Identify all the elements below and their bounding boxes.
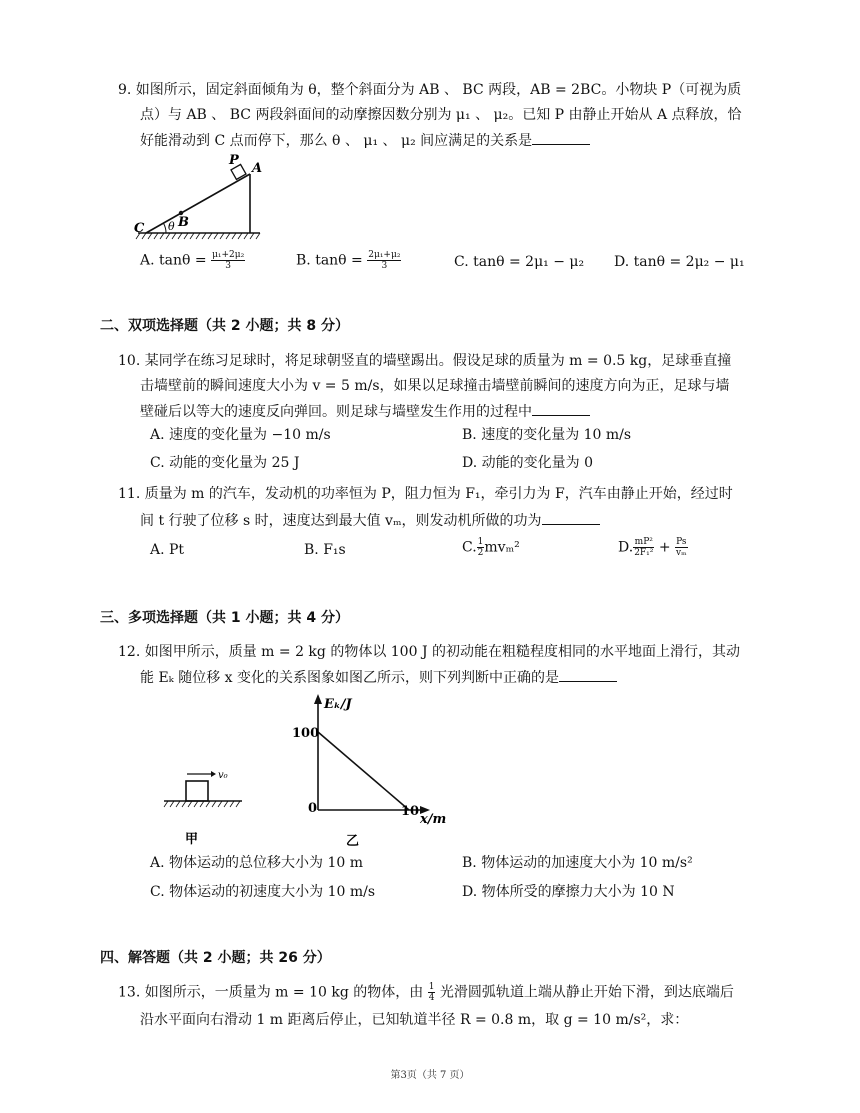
q11-option-d-den2: vₘ bbox=[676, 548, 687, 558]
y-tick-100: 100 bbox=[292, 726, 320, 741]
q9-answer-blank bbox=[532, 130, 590, 145]
q11-line-2-text: 间 t 行驶了位移 s 时，速度达到最大值 vₘ，则发动机所做的功为 bbox=[140, 513, 542, 529]
q9-option-b-den: 3 bbox=[381, 261, 388, 271]
x-axis-label: x/m bbox=[420, 812, 447, 827]
q9-option-c[interactable]: C. tanθ = 2μ₁ − μ₂ bbox=[454, 254, 585, 270]
q9-option-a-den: 3 bbox=[225, 261, 232, 271]
q11-option-c-num: 1 bbox=[477, 537, 484, 547]
label-b: B bbox=[178, 215, 189, 230]
q11-answer-blank bbox=[542, 510, 600, 525]
q10-option-a[interactable]: A. 速度的变化量为 −10 m/s bbox=[150, 427, 331, 443]
label-a: A bbox=[252, 161, 263, 176]
q12-option-c[interactable]: C. 物体运动的初速度大小为 10 m/s bbox=[150, 884, 376, 900]
q9-line-3-text: 好能滑动到 C 点而停下，那么 θ 、 μ₁ 、 μ₂ 间应满足的关系是 bbox=[140, 133, 533, 149]
q9-option-a[interactable] bbox=[140, 250, 245, 271]
q9-option-a-prefix: A. tanθ = bbox=[140, 252, 207, 269]
q9-line-1: 9. 如图所示，固定斜面倾角为 θ，整个斜面分为 AB 、 BC 两段，AB = 2BC。小物块 P（可视为质 bbox=[118, 82, 742, 98]
q11-option-d-prefix: D. bbox=[618, 539, 634, 556]
q12-option-b[interactable]: B. 物体运动的加速度大小为 10 m/s² bbox=[462, 855, 693, 871]
q11-option-c-tail: mvₘ² bbox=[484, 539, 520, 556]
q11-option-d-plus: + bbox=[658, 539, 671, 556]
q12-line-1: 12. 如图甲所示，质量 m = 2 kg 的物体以 100 J 的初动能在粗糙程度相同的水平地面上滑行，其动 bbox=[118, 644, 741, 660]
label-theta: θ bbox=[168, 220, 175, 233]
q10-option-b[interactable]: B. 速度的变化量为 10 m/s bbox=[462, 427, 632, 443]
q10-line-3-text: 壁碰后以等大的速度反向弹回。则足球与墙壁发生作用的过程中 bbox=[140, 404, 532, 420]
q12-line-2 bbox=[140, 667, 617, 688]
q11-line-2 bbox=[140, 510, 600, 531]
q11-option-c[interactable] bbox=[462, 537, 520, 558]
q11-option-d-num1: mP² bbox=[634, 537, 653, 547]
q13-fraction bbox=[428, 982, 436, 1003]
q12-option-a[interactable]: A. 物体运动的总位移大小为 10 m bbox=[150, 855, 364, 871]
q13-line-1-a: 13. 如图所示，一质量为 m = 10 kg 的物体，由 bbox=[118, 984, 424, 1001]
y-axis-label: Eₖ/J bbox=[324, 697, 352, 712]
q11-option-d-den1: 2F₁² bbox=[634, 548, 654, 558]
label-p: P bbox=[229, 153, 239, 168]
q13-frac-den: 4 bbox=[428, 993, 435, 1003]
q10-line-3 bbox=[140, 401, 590, 422]
q11-option-c-den: 2 bbox=[477, 548, 484, 558]
q10-answer-blank bbox=[532, 401, 590, 416]
q9-line-3 bbox=[140, 130, 590, 151]
q11-option-b[interactable]: B. F₁s bbox=[304, 542, 346, 558]
q9-option-a-num: μ₁+2μ₂ bbox=[212, 250, 245, 260]
q13-line-2: 沿水平面向右滑动 1 m 距离后停止，已知轨道半径 R = 0.8 m，取 g = 10 m/s²，求： bbox=[140, 1012, 689, 1028]
q11-option-d[interactable] bbox=[618, 537, 688, 558]
q11-line-1: 11. 质量为 m 的汽车，发动机的功率恒为 P，阻力恒为 F₁，牵引力为 F，汽车由静止开始，经过时 bbox=[118, 486, 733, 502]
section-3-heading: 三、多项选择题（共 1 小题；共 4 分） bbox=[100, 610, 349, 626]
q9-option-b-num: 2μ₁+μ₂ bbox=[368, 250, 401, 260]
x-tick-10: 10 bbox=[401, 804, 420, 819]
incline-figure bbox=[128, 150, 268, 245]
series-line bbox=[318, 732, 409, 810]
q11-option-a[interactable]: A. Pt bbox=[150, 542, 185, 558]
ek-x-chart bbox=[280, 690, 460, 850]
y-axis-arrow bbox=[314, 694, 322, 704]
fig-yi-label: 乙 bbox=[346, 834, 360, 849]
figure-jia bbox=[158, 760, 248, 850]
q10-line-2: 击墙壁前的瞬间速度大小为 v = 5 m/s，如果以足球撞击墙壁前瞬间的速度方向为正，足球与墙 bbox=[140, 378, 730, 394]
fig-jia-label: 甲 bbox=[185, 832, 199, 847]
q9-option-b[interactable] bbox=[296, 250, 401, 271]
q9-option-b-fraction bbox=[367, 250, 401, 271]
origin-label: 0 bbox=[308, 801, 318, 816]
page-footer: 第3页（共 7 页） bbox=[390, 1070, 470, 1081]
q9-option-d[interactable]: D. tanθ = 2μ₂ − μ₁ bbox=[614, 254, 745, 270]
q10-option-d[interactable]: D. 动能的变化量为 0 bbox=[462, 455, 593, 471]
q13-line-1-b: 光滑圆弧轨道上端从静止开始下滑，到达底端后 bbox=[439, 984, 734, 1001]
section-2-heading: 二、双项选择题（共 2 小题；共 8 分） bbox=[100, 318, 349, 334]
section-4-heading: 四、解答题（共 2 小题；共 26 分） bbox=[100, 950, 331, 966]
q12-line-2-text: 能 Eₖ 随位移 x 变化的关系图象如图乙所示，则下列判断中正确的是 bbox=[140, 670, 560, 686]
q9-option-a-fraction bbox=[211, 250, 245, 271]
q9-option-b-prefix: B. tanθ = bbox=[296, 252, 363, 269]
q11-option-d-fraction-2 bbox=[675, 537, 688, 558]
q13-line-1 bbox=[118, 982, 734, 1003]
v0-label: v₀ bbox=[218, 770, 228, 781]
q9-line-2: 点）与 AB 、 BC 两段斜面间的动摩擦因数分别为 μ₁ 、 μ₂。已知 P 由静止开始从 A 点释放，恰 bbox=[140, 107, 742, 123]
q11-option-c-prefix: C. bbox=[462, 539, 477, 556]
q12-option-d[interactable]: D. 物体所受的摩擦力大小为 10 N bbox=[462, 884, 675, 900]
q10-line-1: 10. 某同学在练习足球时，将足球朝竖直的墙壁踢出。假设足球的质量为 m = 0.5 kg，足球垂直撞 bbox=[118, 353, 732, 369]
q11-option-d-fraction-1 bbox=[633, 537, 654, 558]
label-c: C bbox=[134, 221, 145, 236]
q10-option-c[interactable]: C. 动能的变化量为 25 J bbox=[150, 455, 300, 471]
q11-option-d-num2: Ps bbox=[676, 537, 687, 547]
q13-frac-num: 1 bbox=[428, 982, 435, 992]
q12-answer-blank bbox=[559, 667, 617, 682]
